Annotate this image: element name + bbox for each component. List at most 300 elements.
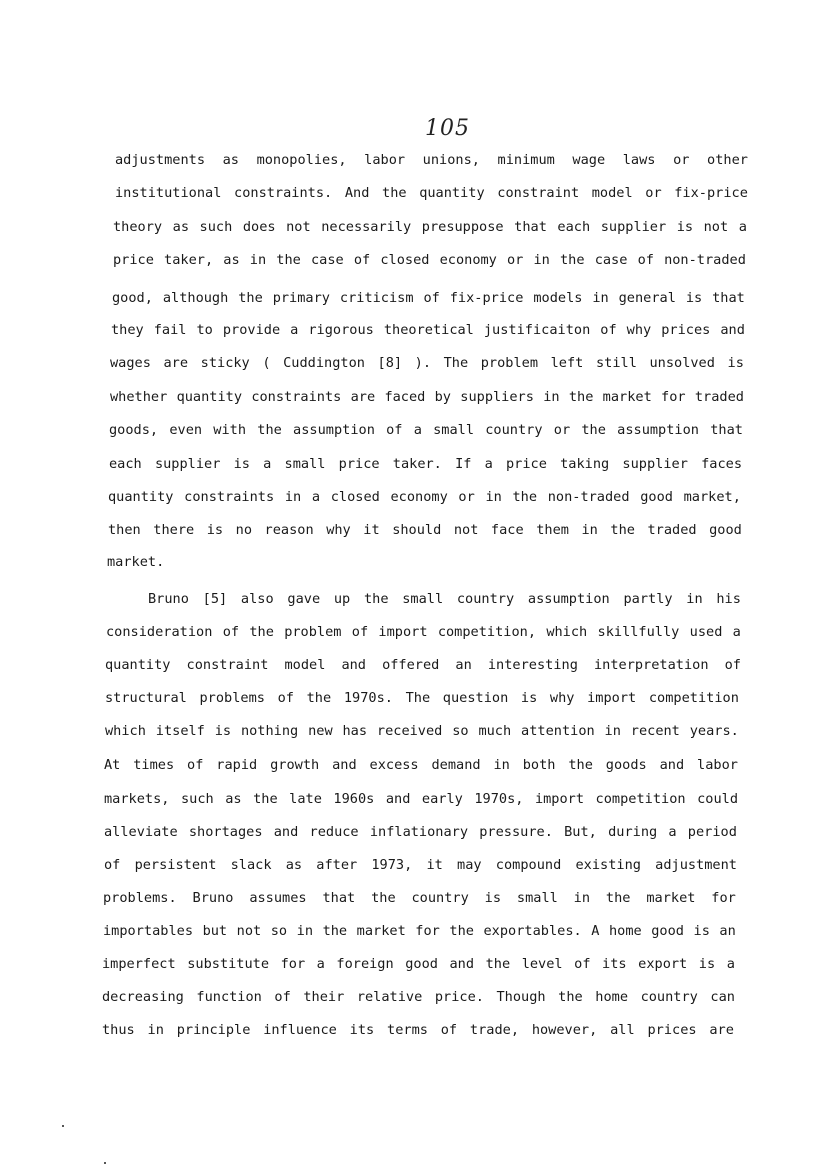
- word: the: [322, 923, 348, 939]
- word: theoretical: [383, 322, 474, 338]
- word: in: [296, 923, 314, 939]
- word: its: [349, 1022, 375, 1038]
- word: then: [108, 522, 141, 538]
- word: rapid: [216, 757, 258, 773]
- line: [109, 455, 742, 473]
- word: of: [277, 690, 294, 706]
- word: of: [222, 624, 240, 640]
- word: slack: [230, 857, 272, 873]
- word: are: [709, 1022, 734, 1038]
- word: existing: [575, 857, 641, 873]
- word: rigorous: [308, 322, 374, 338]
- word: non-traded: [664, 252, 746, 268]
- word: as: [223, 252, 240, 268]
- word: in: [592, 290, 609, 306]
- word: is: [685, 290, 703, 306]
- word: they: [111, 322, 144, 338]
- word: which: [546, 624, 588, 640]
- word: demand: [431, 757, 481, 773]
- word: may: [457, 857, 482, 873]
- word: monopolies,: [256, 152, 347, 168]
- word: and: [720, 322, 745, 338]
- line: [113, 251, 746, 269]
- word: taker,: [164, 252, 214, 268]
- word: and: [341, 657, 366, 673]
- word: of: [104, 857, 121, 873]
- word: all: [610, 1022, 635, 1038]
- word: that: [710, 422, 743, 438]
- word: reduce: [309, 824, 359, 840]
- word: a: [290, 322, 299, 338]
- word: why: [549, 690, 575, 706]
- word: prices: [661, 322, 711, 338]
- word: taking: [560, 456, 610, 472]
- word: price: [113, 252, 154, 268]
- word: The: [405, 690, 431, 706]
- word: in: [249, 252, 267, 268]
- word: so: [270, 923, 288, 939]
- line: [108, 521, 742, 539]
- word: of: [274, 989, 291, 1005]
- word: it: [426, 857, 443, 873]
- word: excess: [369, 757, 419, 773]
- word: a: [668, 824, 677, 840]
- word: country: [456, 591, 515, 607]
- line: [110, 354, 744, 372]
- word: of: [440, 1022, 458, 1038]
- word: for: [661, 389, 686, 405]
- word: as: [222, 152, 239, 168]
- word: the: [449, 923, 474, 939]
- line: [104, 756, 738, 774]
- line: [105, 689, 739, 707]
- line: [105, 656, 741, 674]
- line: [108, 488, 741, 506]
- word: closed: [380, 252, 430, 268]
- word: of: [351, 624, 369, 640]
- word: But,: [564, 824, 597, 840]
- word: after: [316, 857, 358, 873]
- word: 1970s,: [474, 791, 524, 807]
- word: received: [376, 723, 443, 739]
- word: and: [273, 824, 299, 840]
- word: in: [147, 1022, 164, 1038]
- word: his: [716, 591, 741, 607]
- word: partly: [623, 591, 673, 607]
- line: [104, 790, 738, 808]
- word: pressure.: [479, 824, 553, 840]
- word: the: [568, 389, 594, 405]
- word: in: [485, 489, 502, 505]
- word: period: [687, 824, 737, 840]
- word: in: [533, 252, 550, 268]
- word: competition: [595, 791, 686, 807]
- word: a: [316, 956, 325, 972]
- word: in: [543, 389, 560, 405]
- word: not: [453, 522, 479, 538]
- word: an: [719, 923, 736, 939]
- line: [102, 955, 735, 973]
- word: necessarily: [321, 219, 412, 235]
- line: [103, 889, 736, 907]
- word: import: [534, 791, 585, 807]
- word: new: [308, 723, 333, 739]
- word: market: [646, 890, 696, 906]
- word: A: [591, 923, 600, 939]
- word: 1970s.: [343, 690, 393, 706]
- word: case: [310, 252, 344, 268]
- word: importables: [103, 923, 194, 939]
- word: a: [732, 624, 741, 640]
- word: skillfully: [597, 624, 680, 640]
- word: closed: [330, 489, 380, 505]
- word: adjustment: [655, 857, 737, 873]
- word: and: [449, 956, 475, 972]
- word: or: [645, 185, 662, 201]
- word: whether: [110, 389, 168, 405]
- word: models: [533, 290, 583, 306]
- word: the: [485, 956, 511, 972]
- word: both: [522, 757, 556, 773]
- word: for: [711, 890, 736, 906]
- word: attention: [521, 723, 595, 739]
- word: the: [560, 252, 585, 268]
- word: late: [289, 791, 322, 807]
- word: wage: [572, 152, 606, 168]
- word: thus: [102, 1022, 135, 1038]
- word: or: [553, 422, 571, 438]
- page-number: 105: [425, 116, 470, 141]
- word: could: [697, 791, 738, 807]
- word: a: [413, 422, 422, 438]
- word: is: [727, 355, 744, 371]
- line: [104, 823, 737, 841]
- scan-speck: [104, 1162, 106, 1164]
- word: country: [640, 989, 698, 1005]
- word: unions,: [422, 152, 480, 168]
- word: traded: [694, 389, 744, 405]
- word: unsolved: [649, 355, 715, 371]
- word: the: [238, 290, 263, 306]
- word: criticism: [339, 290, 414, 306]
- word: Cuddington: [283, 355, 365, 371]
- word: it: [363, 522, 380, 538]
- word: that: [712, 290, 745, 306]
- word: competition,: [437, 624, 537, 640]
- word: during: [608, 824, 658, 840]
- word: a: [311, 489, 321, 505]
- word: used: [689, 624, 723, 640]
- line: [109, 421, 743, 439]
- word: reason: [264, 522, 314, 538]
- word: or: [673, 152, 690, 168]
- word: home: [595, 989, 629, 1005]
- word: assumption: [617, 422, 699, 438]
- word: good: [405, 956, 438, 972]
- word: quantity: [419, 185, 485, 201]
- word: non-traded: [547, 489, 630, 505]
- word: problem: [480, 355, 539, 371]
- word: assumption: [527, 591, 610, 607]
- word: At: [104, 757, 121, 773]
- word: is: [693, 923, 710, 939]
- word: gave: [287, 591, 321, 607]
- word: the: [558, 989, 583, 1005]
- scan-speck: [62, 1125, 64, 1127]
- word: good,: [112, 290, 153, 306]
- word: Though: [496, 989, 546, 1005]
- word: a: [263, 456, 272, 472]
- word: and: [659, 757, 685, 773]
- word: are: [163, 355, 189, 371]
- word: a: [726, 956, 735, 972]
- word: by: [434, 389, 451, 405]
- word: is: [484, 890, 502, 906]
- word: constraints: [184, 489, 275, 505]
- word: the: [276, 252, 301, 268]
- word: markets,: [104, 791, 170, 807]
- line: [105, 722, 739, 740]
- word: constraints.: [234, 185, 333, 201]
- word: function: [196, 989, 262, 1005]
- word: economy: [439, 252, 497, 268]
- word: institutional: [115, 185, 222, 201]
- word: laws: [622, 152, 656, 168]
- word: inflationary: [369, 824, 469, 840]
- word: relative: [356, 989, 423, 1005]
- word: should: [392, 522, 442, 538]
- word: the: [568, 757, 593, 773]
- word: growth: [270, 757, 320, 773]
- word: traded: [647, 522, 697, 538]
- word: alleviate: [104, 824, 178, 840]
- word: and: [385, 791, 411, 807]
- word: market: [602, 389, 652, 405]
- word: times: [133, 757, 175, 773]
- word: good: [651, 923, 684, 939]
- word: with: [213, 422, 247, 438]
- word: up: [333, 591, 351, 607]
- word: price.: [434, 989, 484, 1005]
- word: import: [378, 624, 428, 640]
- word: in: [284, 489, 302, 505]
- word: that: [322, 890, 356, 906]
- word: in: [581, 522, 598, 538]
- word: [5]: [202, 591, 228, 607]
- word: ).: [414, 355, 432, 371]
- word: small: [516, 890, 558, 906]
- word: adjustments: [115, 152, 206, 168]
- word: general: [618, 290, 676, 306]
- word: of: [637, 252, 654, 268]
- word: are: [350, 389, 376, 405]
- word: the: [253, 791, 278, 807]
- word: early: [421, 791, 463, 807]
- word: structural: [105, 690, 187, 706]
- word: the: [363, 591, 389, 607]
- word: years.: [689, 723, 739, 739]
- word: goods,: [109, 422, 159, 438]
- word: interpretation: [593, 657, 709, 673]
- word: trade,: [469, 1022, 520, 1038]
- word: [8]: [377, 355, 403, 371]
- word: them: [536, 522, 569, 538]
- word: model: [284, 657, 326, 673]
- word: which: [105, 723, 146, 739]
- word: small: [402, 591, 444, 607]
- word: model: [591, 185, 633, 201]
- word: small: [284, 456, 326, 472]
- word: as: [225, 791, 242, 807]
- word: that: [514, 219, 547, 235]
- word: import: [587, 690, 637, 706]
- word: taker.: [392, 456, 442, 472]
- word: provide: [222, 322, 281, 338]
- line: [104, 856, 737, 874]
- word: problem: [284, 624, 342, 640]
- word: fail: [153, 322, 187, 338]
- word: as: [285, 857, 303, 873]
- word: good: [709, 522, 742, 538]
- word: why: [626, 322, 652, 338]
- word: of: [187, 757, 204, 773]
- word: level: [521, 956, 563, 972]
- word: fix-price: [449, 290, 524, 306]
- word: recent: [630, 723, 680, 739]
- word: justificaiton: [483, 322, 591, 338]
- word: the: [371, 890, 396, 906]
- word: export: [638, 956, 688, 972]
- word: in: [573, 890, 591, 906]
- word: influence: [263, 1022, 337, 1038]
- word: of: [724, 657, 741, 673]
- word: or: [507, 252, 524, 268]
- word: their: [303, 989, 345, 1005]
- word: an: [455, 657, 472, 673]
- line: [102, 1021, 734, 1039]
- word: constraint: [497, 185, 580, 201]
- word: as: [172, 219, 190, 235]
- word: face: [490, 522, 524, 538]
- word: persistent: [134, 857, 217, 873]
- word: faced: [384, 389, 426, 405]
- word: of: [353, 252, 371, 268]
- word: terms: [387, 1022, 428, 1038]
- word: quantity: [108, 489, 174, 505]
- word: goods: [605, 757, 647, 773]
- word: why: [326, 522, 351, 538]
- line: [112, 289, 745, 307]
- word: market: [356, 923, 406, 939]
- word: primary: [272, 290, 330, 306]
- word: decreasing: [102, 989, 184, 1005]
- word: of: [386, 422, 403, 438]
- word: principle: [176, 1022, 251, 1038]
- word: And: [344, 185, 370, 201]
- word: country: [411, 890, 469, 906]
- word: or: [458, 489, 475, 505]
- word: in: [604, 723, 621, 739]
- word: foreign: [336, 956, 394, 972]
- word: the: [512, 489, 538, 505]
- word: labor: [364, 152, 406, 168]
- word: 1960s: [333, 791, 375, 807]
- word: The: [443, 355, 469, 371]
- word: a: [738, 219, 747, 235]
- word: presuppose: [421, 219, 504, 235]
- word: constraints: [251, 389, 342, 405]
- word: still: [595, 355, 637, 371]
- word: quantity: [176, 389, 243, 405]
- line: [107, 553, 227, 571]
- word: faces: [701, 456, 742, 472]
- line: [115, 151, 748, 169]
- word: does: [242, 219, 276, 235]
- line: [103, 922, 736, 940]
- word: is: [233, 456, 250, 472]
- word: in: [686, 591, 703, 607]
- word: sticky: [200, 355, 250, 371]
- word: interesting: [487, 657, 578, 673]
- word: nothing: [240, 723, 299, 739]
- word: consideration: [106, 624, 213, 640]
- word: 1973,: [371, 857, 413, 873]
- word: a: [484, 456, 493, 472]
- word: wages: [110, 355, 151, 371]
- word: even: [169, 422, 203, 438]
- word: its: [602, 956, 627, 972]
- word: price: [506, 456, 547, 472]
- word: not: [286, 219, 311, 235]
- word: the: [382, 185, 407, 201]
- word: however,: [531, 1022, 598, 1038]
- word: country: [485, 422, 543, 438]
- word: supplier: [600, 219, 667, 235]
- word: assumption: [293, 422, 375, 438]
- word: is: [676, 219, 694, 235]
- word: supplier: [622, 456, 688, 472]
- word: (: [262, 355, 271, 371]
- word: quantity: [105, 657, 171, 673]
- line: [111, 321, 745, 339]
- word: such: [180, 791, 214, 807]
- word: each: [557, 219, 591, 235]
- word: is: [214, 723, 232, 739]
- word: the: [249, 624, 274, 640]
- word: competition: [648, 690, 739, 706]
- word: theory: [113, 219, 163, 235]
- word: other: [707, 152, 748, 168]
- word: Bruno: [148, 591, 189, 607]
- word: has: [342, 723, 368, 739]
- word: of: [574, 956, 591, 972]
- word: small: [433, 422, 475, 438]
- word: shortages: [188, 824, 263, 840]
- word: left: [550, 355, 584, 371]
- word: not: [236, 923, 262, 939]
- word: offered: [382, 657, 440, 673]
- word: also: [240, 591, 274, 607]
- word: but: [202, 923, 228, 939]
- word: market,: [683, 489, 741, 505]
- word: the: [605, 890, 631, 906]
- line: [148, 590, 741, 608]
- word: and: [332, 757, 357, 773]
- word: Bruno: [192, 890, 234, 906]
- word: itself: [155, 723, 205, 739]
- word: suppliers: [460, 389, 534, 405]
- word: can: [710, 989, 735, 1005]
